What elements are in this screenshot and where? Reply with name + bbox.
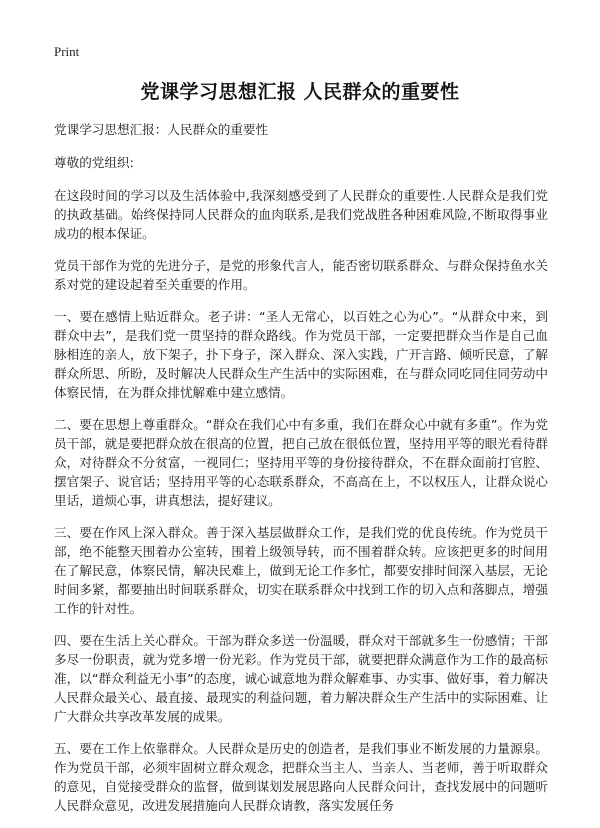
print-link[interactable]: Print bbox=[54, 44, 80, 59]
paragraph-point-3: 三、要在作风上深入群众。善于深入基层做群众工作，是我们党的优良传统。作为党员干部，绝不能整天围着办公室转，围着上级领导转，而不围着群众转。应该把更多的时间用在了解民意，体察民情，解决民难上，做到无论工作多忙，都要安排时间深入基层，无论时间多紧，都要抽出时间联系群众，切实在联系群众中找到工作的切入点和落脚点，增强工作的针对性。 bbox=[54, 525, 548, 616]
paragraph-point-4: 四、要在生活上关心群众。干部为群众多送一份温暖，群众对干部就多生一份感情；干部多尽一份职责，就为党多增一份光彩。作为党员干部，就要把群众满意作为工作的最高标准，以“群众利益无小事”的态度，诚心诚意地为群众解难事、办实事、做好事，着力解决人民群众最关心、最直接、最现实的利益问题，着力解决群众生产生活中的实际困难、让广大群众共享改革发展的成果。 bbox=[54, 633, 548, 724]
salutation: 尊敬的党组织: bbox=[54, 155, 134, 170]
page-title: 党课学习思想汇报 人民群众的重要性 bbox=[140, 81, 460, 103]
paragraph-point-5: 五、要在工作上依靠群众。人民群众是历史的创造者，是我们事业不断发展的力量源泉。作为党员干部，必须牢固树立群众观念，把群众当主人、当亲人、当老师，善于听取群众的意见，自觉接受群众的监督，做到谋划发展思路向人民群众问计，查找发展中的问题听人民群众意见，改进发展措施向人民群众请教，落实发展任务 bbox=[54, 741, 548, 813]
paragraph-point-1: 一、要在感情上贴近群众。老子讲：“圣人无常心，以百姓之心为心”。“从群众中来，到群众中去”，是我们党一贯坚持的群众路线。作为党员干部，一定要把群众当作是自己血脉相连的亲人，放下架子，扑下身子，深入群众、深入实践，广开言路、倾听民意，了解群众所思、所盼，及时解决人民群众生产生活中的实际困难，在与群众同吃同住同劳动中体察民情，在为群众排忧解难中建立感情。 bbox=[54, 309, 548, 400]
paragraph-intro: 在这段时间的学习以及生活体验中,我深刻感受到了人民群众的重要性.人民群众是我们党的执政基础。始终保持同人民群众的血肉联系,是我们党战胜各种困难风险,不断取得事业成功的根本保证。 bbox=[54, 188, 548, 241]
paragraph-point-2: 二、要在思想上尊重群众。“群众在我们心中有多重，我们在群众心中就有多重”。作为党员干部，就是要把群众放在很高的位置，把自己放在很低位置，坚持用平等的眼光看待群众，对待群众不分贫富，一视同仁；坚持用平等的身份接待群众，不在群众面前打官腔、摆官架子、说官话；坚持用平等的心态联系群众，不高高在上，不以权压人，让群众说心里话，道烦心事，讲真想法，提好建议。 bbox=[54, 417, 548, 508]
article-subtitle: 党课学习思想汇报：人民群众的重要性 bbox=[54, 122, 269, 137]
article-body bbox=[54, 120, 548, 828]
paragraph-role: 党员干部作为党的先进分子，是党的形象代言人，能否密切联系群众、与群众保持鱼水关系对党的建设起着至关重要的作用。 bbox=[54, 258, 548, 292]
